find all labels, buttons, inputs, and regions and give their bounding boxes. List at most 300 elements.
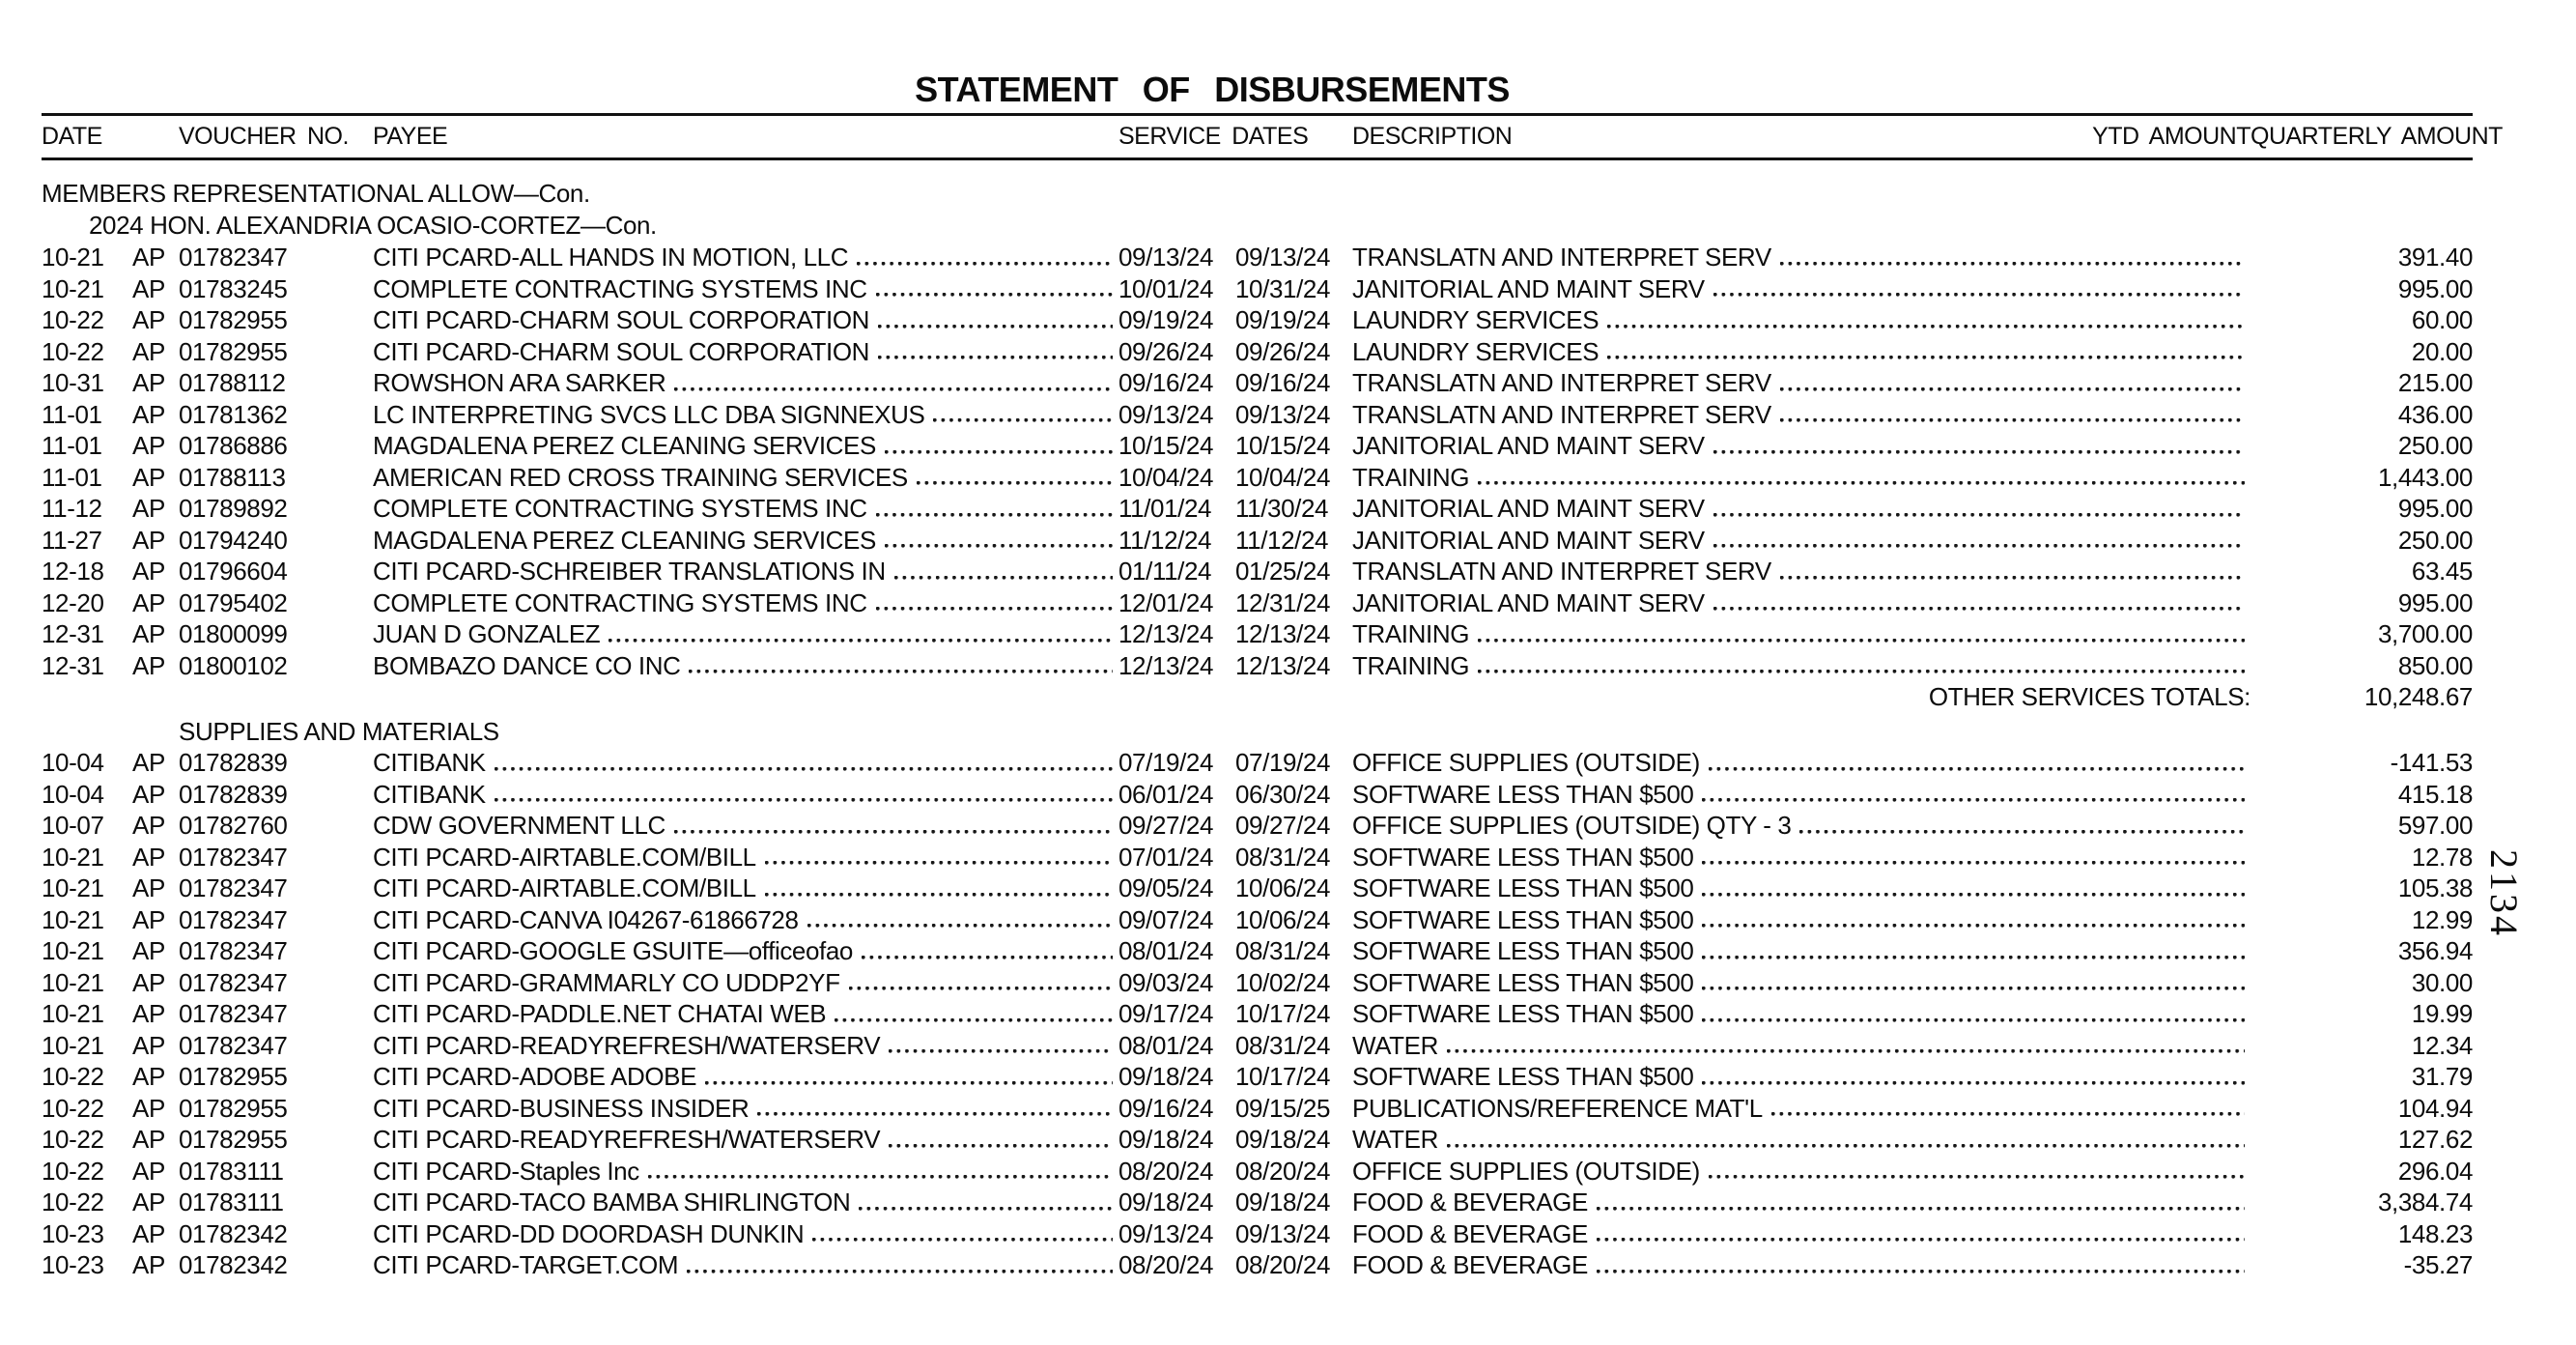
row-type: AP — [132, 336, 165, 366]
row-description-cell — [1352, 367, 2250, 399]
row-description-cell — [1352, 493, 2250, 525]
table-row — [42, 650, 2473, 682]
row-date: 10-22 — [42, 1125, 104, 1154]
dot-leader — [857, 242, 1113, 273]
row-payee: CITI PCARD-CHARM SOUL CORPORATION — [373, 305, 870, 334]
row-payee-cell — [373, 904, 1118, 936]
row-description: TRANSLATN AND INTERPRET SERV — [1352, 368, 1771, 397]
row-type: AP — [132, 1125, 165, 1154]
row-quarterly-amount: 20.00 — [2411, 336, 2473, 366]
statement-page — [42, 70, 2503, 1281]
row-description-cell — [1352, 1061, 2250, 1093]
row-voucher-no: 01782955 — [179, 305, 288, 334]
row-description: TRANSLATN AND INTERPRET SERV — [1352, 399, 1771, 429]
row-payee-cell — [373, 747, 1118, 779]
column-header-description: DESCRIPTION — [1352, 123, 1513, 150]
row-date: 10-22 — [42, 336, 104, 366]
row-date: 12-18 — [42, 557, 104, 586]
row-date: 11-01 — [42, 462, 102, 492]
row-service-date-from: 09/13/24 — [1118, 399, 1214, 429]
row-service-date-to: 10/04/24 — [1235, 462, 1331, 492]
row-type: AP — [132, 1218, 165, 1248]
row-service-date-from: 08/01/24 — [1118, 1030, 1214, 1060]
row-service-date-to: 01/25/24 — [1235, 557, 1331, 586]
row-payee: CITI PCARD-GOOGLE GSUITE—officeofao — [373, 936, 853, 965]
dot-leader — [1780, 556, 2245, 587]
dot-leader — [1702, 967, 2245, 999]
row-service-date-from: 06/01/24 — [1118, 779, 1214, 809]
row-type: AP — [132, 305, 165, 334]
row-voucher-no: 01782342 — [179, 1250, 288, 1279]
table-row — [42, 430, 2473, 462]
row-service-date-to: 08/31/24 — [1235, 1030, 1331, 1060]
table-row — [42, 1093, 2473, 1125]
table-row — [42, 1156, 2473, 1188]
row-payee: CITI PCARD-TACO BAMBA SHIRLINGTON — [373, 1188, 851, 1216]
row-date: 10-22 — [42, 1093, 104, 1123]
table-row — [42, 904, 2473, 936]
row-type: AP — [132, 873, 165, 902]
dot-leader — [1702, 779, 2245, 811]
table-row — [42, 367, 2473, 399]
row-description: JANITORIAL AND MAINT SERV — [1352, 494, 1705, 523]
row-date: 10-23 — [42, 1218, 104, 1248]
row-description-cell — [1352, 462, 2250, 494]
dot-leader — [876, 493, 1113, 525]
row-type: AP — [132, 399, 165, 429]
row-service-date-from: 10/01/24 — [1118, 273, 1214, 303]
row-payee: CITI PCARD-Staples Inc — [373, 1156, 639, 1186]
row-service-date-to: 09/19/24 — [1235, 305, 1331, 334]
row-service-date-from: 07/19/24 — [1118, 748, 1214, 777]
row-voucher-no: 01782347 — [179, 904, 288, 934]
table-row — [42, 1218, 2473, 1250]
row-service-date-to: 09/13/24 — [1235, 1218, 1331, 1248]
row-type: AP — [132, 494, 165, 523]
dot-leader — [889, 1030, 1113, 1062]
row-voucher-no: 01782955 — [179, 1093, 288, 1123]
row-voucher-no: 01782347 — [179, 936, 288, 965]
row-voucher-no: 01781362 — [179, 399, 288, 429]
table-row — [42, 967, 2473, 999]
row-date: 11-12 — [42, 494, 102, 523]
table-row — [42, 873, 2473, 904]
row-service-date-from: 09/27/24 — [1118, 811, 1214, 840]
row-quarterly-amount: 63.45 — [2411, 557, 2473, 586]
row-date: 10-21 — [42, 936, 104, 965]
row-quarterly-amount: 12.99 — [2411, 904, 2473, 934]
row-payee-cell — [373, 273, 1118, 305]
table-row — [42, 525, 2473, 557]
row-payee: CITI PCARD-BUSINESS INSIDER — [373, 1093, 750, 1123]
dot-leader — [1702, 842, 2245, 873]
row-quarterly-amount: 31.79 — [2411, 1062, 2473, 1091]
row-payee-cell — [373, 1249, 1118, 1281]
column-header-ytd-amount: YTD AMOUNT — [2092, 123, 2250, 150]
dot-leader — [862, 935, 1113, 967]
row-quarterly-amount: 391.40 — [2397, 243, 2473, 272]
table-row — [42, 304, 2473, 336]
row-payee-cell — [373, 493, 1118, 525]
row-description-cell — [1352, 242, 2250, 273]
row-type: AP — [132, 368, 165, 397]
table-row — [42, 810, 2473, 842]
row-description: TRAINING — [1352, 650, 1470, 680]
dot-leader — [757, 1093, 1113, 1125]
row-description-cell — [1352, 1187, 2250, 1218]
row-payee-cell — [373, 242, 1118, 273]
row-quarterly-amount: 296.04 — [2397, 1156, 2473, 1186]
row-service-date-to: 07/19/24 — [1235, 748, 1331, 777]
row-service-date-from: 09/18/24 — [1118, 1062, 1214, 1091]
row-description-cell — [1352, 336, 2250, 368]
row-service-date-to: 10/17/24 — [1235, 1062, 1331, 1091]
row-payee: CITI PCARD-ADOBE ADOBE — [373, 1062, 697, 1091]
row-payee: CITI PCARD-DD DOORDASH DUNKIN — [373, 1218, 805, 1248]
table-row — [42, 587, 2473, 619]
row-voucher-no: 01782955 — [179, 1062, 288, 1091]
section-heading: MEMBERS REPRESENTATIONAL ALLOW—Con. — [42, 179, 590, 208]
row-type: AP — [132, 904, 165, 934]
row-payee: CITI PCARD-TARGET.COM — [373, 1250, 679, 1279]
table-row — [42, 273, 2473, 305]
row-service-date-to: 12/13/24 — [1235, 650, 1331, 680]
row-description-cell — [1352, 273, 2250, 305]
row-voucher-no: 01782955 — [179, 1125, 288, 1154]
row-service-date-to: 12/13/24 — [1235, 619, 1331, 648]
dot-leader — [917, 462, 1113, 494]
row-service-date-to: 09/27/24 — [1235, 811, 1331, 840]
member-subsection-heading: 2024 HON. ALEXANDRIA OCASIO-CORTEZ—Con. — [89, 211, 657, 240]
row-type: AP — [132, 811, 165, 840]
table-row — [42, 779, 2473, 811]
table-row — [42, 1030, 2473, 1062]
row-date: 10-21 — [42, 967, 104, 997]
row-payee: CITI PCARD-CHARM SOUL CORPORATION — [373, 336, 870, 366]
row-type: AP — [132, 243, 165, 272]
row-type: AP — [132, 431, 165, 460]
dot-leader — [876, 273, 1113, 305]
dot-leader — [876, 587, 1113, 619]
dot-leader — [885, 525, 1113, 557]
row-description-cell — [1352, 747, 2250, 779]
table-row — [42, 998, 2473, 1030]
row-payee: CITIBANK — [373, 748, 486, 777]
table-row — [42, 1187, 2473, 1218]
row-description: LAUNDRY SERVICES — [1352, 305, 1599, 334]
row-description: OFFICE SUPPLIES (OUTSIDE) — [1352, 1156, 1700, 1186]
row-service-date-from: 09/19/24 — [1118, 305, 1214, 334]
row-payee: MAGDALENA PEREZ CLEANING SERVICES — [373, 525, 876, 555]
row-payee-cell — [373, 873, 1118, 904]
row-description: OFFICE SUPPLIES (OUTSIDE) — [1352, 748, 1700, 777]
row-voucher-no: 01789892 — [179, 494, 288, 523]
row-payee: BOMBAZO DANCE CO INC — [373, 650, 681, 680]
table-row — [42, 1249, 2473, 1281]
row-service-date-from: 10/15/24 — [1118, 431, 1214, 460]
row-description: FOOD & BEVERAGE — [1352, 1188, 1588, 1216]
row-payee-cell — [373, 462, 1118, 494]
row-service-date-from: 08/01/24 — [1118, 936, 1214, 965]
row-payee: JUAN D GONZALEZ — [373, 619, 601, 648]
dot-leader — [1607, 304, 2245, 336]
dot-leader — [859, 1187, 1113, 1218]
row-type: AP — [132, 1093, 165, 1123]
row-service-date-to: 11/12/24 — [1235, 525, 1329, 555]
row-type: AP — [132, 967, 165, 997]
row-description-cell — [1352, 399, 2250, 431]
dot-leader — [889, 1124, 1113, 1156]
row-voucher-no: 01782760 — [179, 811, 288, 840]
row-date: 10-23 — [42, 1250, 104, 1279]
row-type: AP — [132, 936, 165, 965]
row-description: OFFICE SUPPLIES (OUTSIDE) QTY - 3 — [1352, 811, 1792, 840]
row-service-date-to: 10/06/24 — [1235, 873, 1331, 902]
row-date: 10-21 — [42, 873, 104, 902]
row-voucher-no: 01783245 — [179, 273, 288, 303]
row-description-cell — [1352, 1093, 2250, 1125]
row-description-cell — [1352, 304, 2250, 336]
row-quarterly-amount: 3,384.74 — [2377, 1188, 2473, 1216]
row-service-date-to: 12/31/24 — [1235, 587, 1331, 617]
dot-leader — [1780, 242, 2245, 273]
column-header-date: DATE — [42, 123, 102, 150]
row-payee: COMPLETE CONTRACTING SYSTEMS INC — [373, 494, 867, 523]
dot-leader — [878, 336, 1113, 368]
row-description: PUBLICATIONS/REFERENCE MAT'L — [1352, 1093, 1763, 1123]
dot-leader — [687, 1249, 1113, 1281]
row-quarterly-amount: 215.00 — [2397, 368, 2473, 397]
row-type: AP — [132, 587, 165, 617]
dot-leader — [674, 810, 1113, 842]
row-service-date-to: 09/13/24 — [1235, 399, 1331, 429]
row-quarterly-amount: 12.34 — [2411, 1030, 2473, 1060]
dot-leader — [807, 904, 1114, 936]
row-payee: CDW GOVERNMENT LLC — [373, 811, 665, 840]
row-payee: MAGDALENA PEREZ CLEANING SERVICES — [373, 431, 876, 460]
row-payee: CITI PCARD-READYREFRESH/WATERSERV — [373, 1030, 881, 1060]
dot-leader — [849, 967, 1113, 999]
row-quarterly-amount: 850.00 — [2397, 650, 2473, 680]
row-type: AP — [132, 557, 165, 586]
row-service-date-from: 11/12/24 — [1118, 525, 1212, 555]
table-row — [42, 1124, 2473, 1156]
row-voucher-no: 01782347 — [179, 999, 288, 1028]
row-voucher-no: 01794240 — [179, 525, 288, 555]
row-quarterly-amount: 1,443.00 — [2377, 462, 2473, 492]
row-service-date-to: 10/15/24 — [1235, 431, 1331, 460]
row-payee-cell — [373, 1061, 1118, 1093]
row-service-date-to: 10/17/24 — [1235, 999, 1331, 1028]
dot-leader — [765, 873, 1113, 904]
dot-leader — [1713, 587, 2245, 619]
row-voucher-no: 01788112 — [179, 368, 286, 397]
expense-category-heading: SUPPLIES AND MATERIALS — [179, 716, 499, 746]
row-payee: ROWSHON ARA SARKER — [373, 368, 666, 397]
row-payee-cell — [373, 1030, 1118, 1062]
row-date: 10-21 — [42, 1030, 104, 1060]
row-description: WATER — [1352, 1125, 1438, 1154]
row-quarterly-amount: 127.62 — [2397, 1125, 2473, 1154]
row-description: FOOD & BEVERAGE — [1352, 1218, 1588, 1248]
page-number: 2134 — [2482, 849, 2526, 938]
column-header-voucher-no: VOUCHER NO. — [179, 123, 349, 150]
row-quarterly-amount: 12.78 — [2411, 842, 2473, 872]
row-payee-cell — [373, 779, 1118, 811]
dot-leader — [1702, 904, 2245, 936]
dot-leader — [1780, 399, 2245, 431]
row-description-cell — [1352, 842, 2250, 873]
row-voucher-no: 01800099 — [179, 619, 288, 648]
dot-leader — [1713, 273, 2245, 305]
row-description-cell — [1352, 1249, 2250, 1281]
dot-leader — [495, 779, 1113, 811]
row-description: FOOD & BEVERAGE — [1352, 1250, 1588, 1279]
row-service-date-from: 09/03/24 — [1118, 967, 1214, 997]
row-payee-cell — [373, 587, 1118, 619]
row-service-date-to: 09/15/25 — [1235, 1093, 1331, 1123]
column-header-row — [42, 116, 2503, 157]
row-payee: CITI PCARD-SCHREIBER TRANSLATIONS IN — [373, 557, 886, 586]
row-voucher-no: 01788113 — [179, 462, 286, 492]
row-voucher-no: 01782839 — [179, 779, 288, 809]
row-service-date-to: 10/02/24 — [1235, 967, 1331, 997]
row-voucher-no: 01782839 — [179, 748, 288, 777]
row-type: AP — [132, 1250, 165, 1279]
row-service-date-from: 01/11/24 — [1118, 557, 1212, 586]
row-payee-cell — [373, 525, 1118, 557]
column-header-quarterly-amount: QUARTERLY AMOUNT — [2250, 123, 2503, 150]
table-row — [42, 747, 2473, 779]
row-description-cell — [1352, 998, 2250, 1030]
row-description: TRAINING — [1352, 619, 1470, 648]
dot-leader — [812, 1218, 1113, 1250]
table-row — [42, 462, 2473, 494]
row-service-date-from: 09/18/24 — [1118, 1125, 1214, 1154]
dot-leader — [1799, 810, 2245, 842]
row-date: 10-22 — [42, 1188, 104, 1216]
row-description: JANITORIAL AND MAINT SERV — [1352, 525, 1705, 555]
dot-leader — [1702, 873, 2245, 904]
dot-leader — [1713, 430, 2245, 462]
row-date: 12-31 — [42, 650, 104, 680]
row-description-cell — [1352, 779, 2250, 811]
row-description-cell — [1352, 1124, 2250, 1156]
row-type: AP — [132, 650, 165, 680]
row-voucher-no: 01783111 — [179, 1188, 284, 1216]
row-payee-cell — [373, 810, 1118, 842]
row-date: 10-04 — [42, 779, 104, 809]
dot-leader — [1702, 998, 2245, 1030]
row-payee: CITI PCARD-AIRTABLE.COM/BILL — [373, 873, 756, 902]
row-voucher-no: 01782342 — [179, 1218, 288, 1248]
row-description: TRANSLATN AND INTERPRET SERV — [1352, 557, 1771, 586]
row-payee-cell — [373, 618, 1118, 650]
row-description-cell — [1352, 1218, 2250, 1250]
row-description-cell — [1352, 904, 2250, 936]
row-description: TRANSLATN AND INTERPRET SERV — [1352, 243, 1771, 272]
row-description-cell — [1352, 1030, 2250, 1062]
row-service-date-to: 06/30/24 — [1235, 779, 1331, 809]
row-description: SOFTWARE LESS THAN $500 — [1352, 936, 1694, 965]
row-date: 10-21 — [42, 999, 104, 1028]
dot-leader — [1780, 367, 2245, 399]
row-description: TRAINING — [1352, 462, 1470, 492]
row-payee: CITI PCARD-READYREFRESH/WATERSERV — [373, 1125, 881, 1154]
row-service-date-from: 09/26/24 — [1118, 336, 1214, 366]
row-description-cell — [1352, 587, 2250, 619]
dot-leader — [1607, 336, 2245, 368]
row-quarterly-amount: 995.00 — [2397, 494, 2473, 523]
dot-leader — [933, 399, 1113, 431]
dot-leader — [1702, 1061, 2245, 1093]
row-description-cell — [1352, 525, 2250, 557]
row-service-date-from: 07/01/24 — [1118, 842, 1214, 872]
row-quarterly-amount: -141.53 — [2390, 748, 2473, 777]
row-payee-cell — [373, 1156, 1118, 1188]
row-voucher-no: 01782347 — [179, 243, 288, 272]
row-description-cell — [1352, 810, 2250, 842]
row-quarterly-amount: 104.94 — [2397, 1093, 2473, 1123]
dot-leader — [878, 304, 1113, 336]
table-row — [42, 493, 2473, 525]
row-service-date-from: 09/16/24 — [1118, 368, 1214, 397]
row-date: 10-22 — [42, 1156, 104, 1186]
row-description-cell — [1352, 650, 2250, 682]
row-service-date-from: 12/01/24 — [1118, 587, 1214, 617]
dot-leader — [1447, 1030, 2245, 1062]
dot-leader — [1709, 747, 2245, 779]
page-title: STATEMENT OF DISBURSEMENTS — [915, 70, 1510, 109]
row-type: AP — [132, 1156, 165, 1186]
row-quarterly-amount: 60.00 — [2411, 305, 2473, 334]
row-payee: AMERICAN RED CROSS TRAINING SERVICES — [373, 462, 908, 492]
row-description: SOFTWARE LESS THAN $500 — [1352, 904, 1694, 934]
row-quarterly-amount: 148.23 — [2397, 1218, 2473, 1248]
dot-leader — [1478, 462, 2245, 494]
dot-leader — [1478, 618, 2245, 650]
row-type: AP — [132, 525, 165, 555]
row-description: SOFTWARE LESS THAN $500 — [1352, 999, 1694, 1028]
row-payee: CITI PCARD-ALL HANDS IN MOTION, LLC — [373, 243, 849, 272]
row-service-date-to: 09/13/24 — [1235, 243, 1331, 272]
row-quarterly-amount: 597.00 — [2397, 811, 2473, 840]
row-service-date-to: 08/20/24 — [1235, 1156, 1331, 1186]
row-description-cell — [1352, 556, 2250, 587]
row-type: AP — [132, 273, 165, 303]
row-payee-cell — [373, 1218, 1118, 1250]
dot-leader — [1478, 650, 2245, 682]
row-payee-cell — [373, 399, 1118, 431]
table-row — [42, 336, 2473, 368]
row-description-cell — [1352, 430, 2250, 462]
row-description: SOFTWARE LESS THAN $500 — [1352, 1062, 1694, 1091]
disbursement-table-body — [42, 242, 2473, 1281]
row-payee: CITI PCARD-CANVA I04267-61866728 — [373, 904, 799, 934]
row-payee-cell — [373, 1124, 1118, 1156]
row-date: 10-07 — [42, 811, 104, 840]
row-service-date-to: 09/18/24 — [1235, 1125, 1331, 1154]
table-row — [42, 556, 2473, 587]
row-service-date-from: 09/13/24 — [1118, 243, 1214, 272]
row-voucher-no: 01782347 — [179, 842, 288, 872]
row-payee-cell — [373, 556, 1118, 587]
row-payee: CITI PCARD-GRAMMARLY CO UDDP2YF — [373, 967, 840, 997]
dot-leader — [765, 842, 1113, 873]
row-service-date-to: 08/20/24 — [1235, 1250, 1331, 1279]
row-date: 10-21 — [42, 842, 104, 872]
dot-leader — [1771, 1093, 2245, 1125]
